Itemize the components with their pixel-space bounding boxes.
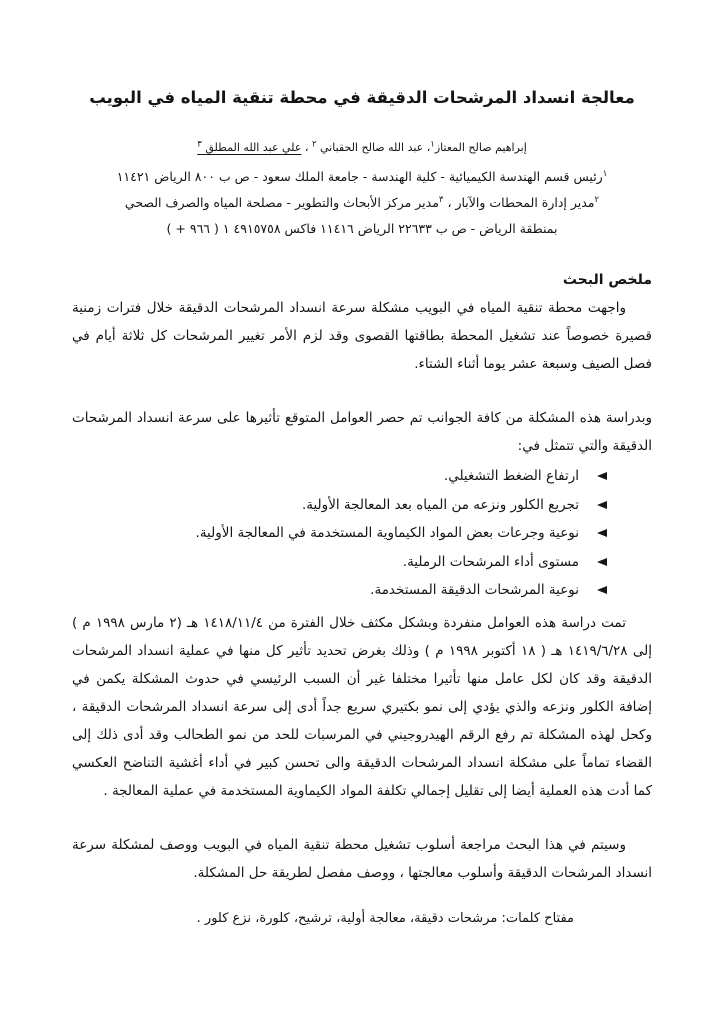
bullet-text: نوعية المرشحات الدقيقة المستخدمة. — [370, 582, 579, 598]
affiliation-3-superscript: ٣ — [438, 194, 444, 205]
abstract-paragraph-1: واجهت محطة تنقية المياه في البويب مشكلة سرعة انسداد المرشحات الدقيقة خلال فترات زمنية قصيرة خصوصاً عند تشغيل المحطة بطاقتها القصوى وقد لزم الأمر تغيير المرشحات كل ثلاثة أيام في فصل الصيف وسبعة عشر يوما أثناء الشتاء. — [72, 300, 652, 372]
bullet-text: ارتفاع الضغط التشغيلي. — [443, 468, 579, 484]
author-1 — [427, 141, 527, 154]
bullet-text: تجريع الكلور ونزعه من المياه بعد المعالجة الأولية. — [301, 496, 579, 513]
author-2-name: عبد الله صالح الحقباني — [320, 141, 424, 154]
bullet-text: نوعية وجرعات بعض المواد الكيماوية المستخدمة في المعالجة الأولية. — [195, 525, 579, 541]
abstract-paragraph-3: تمت دراسة هذه العوامل منفردة وبشكل مكثف خلال الفترة من ١٤١٨/١١/٤ هـ (٢ مارس ١٩٩٨ م ) إلى ١٤١٩/٦/٢٨ هـ ( ١٨ أكتوبر ١٩٩٨ م ) وذلك بغرض تحديد تأثير كل منها في عملية انسداد المرشحات الدقيقة وقد كان لكل عامل منها تأثيرا مختلفا غير أن السبب الرئيسي في حدوث المشكلة يكمن في إضافة الكلور ونزعه والذي يؤدي إلى نمو بكتيري سريع جداً أدى إلى سرعة انسداد المرشحات الدقيقة ، وكحل لهذه المشكلة تم رفع الرقم الهيدروجيني في المرسبات للحد من نمو الطحالب وقد أدى ذلك إلى القضاء تماماً على مشكلة انسداد المرشحات الدقيقة والى تحسن كبير في أداء أغشية التناضح العكسي كما أدت هذه العملية أيضا إلى تقليل إجمالي تكلفة المواد الكيماوية المستخدمة في عملية المعالجة . — [72, 614, 652, 799]
affiliation-2-superscript: ٢ — [594, 194, 600, 205]
author-separator: ، — [426, 141, 431, 154]
factors-bullet-list — [72, 462, 607, 605]
arrow-bullet-icon — [597, 472, 607, 480]
author-2-superscript: ٢ — [311, 139, 317, 150]
abstract-heading: ملخص البحث — [562, 272, 652, 288]
list-item — [72, 548, 607, 577]
author-3-superscript: ٣ — [197, 139, 202, 150]
arrow-bullet-icon — [597, 558, 607, 566]
affiliation-1-superscript: ١ — [602, 168, 608, 179]
arrow-bullet-icon — [597, 586, 607, 594]
list-item — [72, 519, 607, 548]
affiliation-line-2 — [72, 190, 652, 216]
affiliation-3-text: مدير مركز الأبحاث والتطوير - مصلحة المياه والصرف الصحي — [124, 195, 439, 210]
author-3 — [197, 141, 301, 154]
page-title: معالجة انسداد المرشحات الدقيقة في محطة تنقية المياه في البويب — [89, 88, 635, 107]
arrow-bullet-icon — [597, 501, 607, 509]
authors-line — [72, 141, 652, 154]
bullet-text: مستوى أداء المرشحات الرملية. — [402, 553, 579, 570]
author-1-superscript: ١ — [430, 139, 435, 150]
abstract-paragraph-2: وبدراسة هذه المشكلة من كافة الجوانب تم حصر العوامل المتوقع تأثيرها على سرعة انسداد المرشحات الدقيقة والتي تتمثل في: — [72, 410, 652, 454]
author-separator: ، — [301, 141, 312, 154]
keywords-line: مفتاح كلمات: مرشحات دقيقة، معالجة أولية، ترشيح، كلورة، نزع كلور . — [196, 910, 574, 926]
arrow-bullet-icon — [597, 529, 607, 537]
affiliation-line-3: بمنطقة الرياض - ص ب ٢٢٦٣٣ الرياض ١١٤١٦ فاكس ٤٩١٥٧٥٨ ١ ( ٩٦٦ + ) — [166, 221, 558, 236]
abstract-paragraph-4: وسيتم في هذا البحث مراجعة أسلوب تشغيل محطة تنقية المياه في البويب ووصف لمشكلة سرعة انسداد المرشحات الدقيقة وأسلوب معالجتها ، ووصف مفصل لطريقة حل المشكلة. — [72, 836, 652, 881]
author-1-name: إبراهيم صالح المعتاز — [434, 141, 527, 154]
list-item — [72, 576, 607, 605]
affiliation-line-1 — [72, 164, 652, 190]
list-item — [72, 491, 607, 520]
author-2 — [301, 141, 423, 154]
author-3-name: علي عبد الله المطلق — [205, 141, 302, 154]
list-item — [72, 462, 607, 491]
affiliation-1-text: رئيس قسم الهندسة الكيميائية - كلية الهندسة - جامعة الملك سعود - ص ب ٨٠٠ الرياض ١١٤٢١ — [116, 169, 603, 184]
affiliation-2-text: مدير إدارة المحطات والآبار ، — [443, 195, 595, 210]
